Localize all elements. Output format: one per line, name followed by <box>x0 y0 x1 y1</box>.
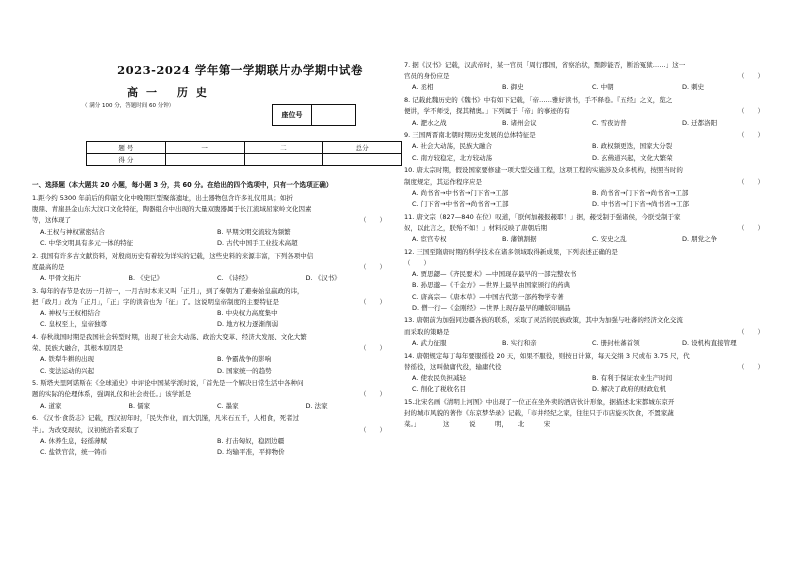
option-item[interactable]: D. 法家 <box>305 401 328 410</box>
options <box>404 188 772 210</box>
question-block <box>404 397 772 431</box>
answer-paren[interactable]: （ ） <box>360 297 386 306</box>
option-item[interactable]: C. 中朝 <box>592 83 614 92</box>
option-item[interactable]: C. 安史之乱 <box>592 235 627 243</box>
question-stem-line: 2. 我国有许多古文献资料，对殷商历史有着较为详实的记载，这些史料的来源丰富，下列各项中信 <box>32 251 314 260</box>
question-stem-line: 等，这体现了 （ ） <box>32 215 394 226</box>
seat-label: 座位号 <box>273 105 312 125</box>
score-cell[interactable] <box>244 154 323 166</box>
answer-paren[interactable]: （ ） <box>360 216 386 225</box>
question-stem-line: 半」。为改变现状，汉初统治者采取了 （ ） <box>32 425 394 436</box>
option-item[interactable]: B. 中央权力高度集中 <box>217 309 278 317</box>
option-item[interactable]: C. 中华文明具有多元一体的特征 <box>40 238 134 247</box>
question-stem-line: 5. 斯塔夫里阿诺斯在《全球通史》中评论中国某学派时说，「首先是一个解决日常生活中各种问 <box>32 379 304 388</box>
question-block <box>404 165 772 210</box>
question-stem-line: 把「政月」改为「正月」，「正」字的读音也为「征」了。这说明皇帝制度的主要特征是 （ ） <box>32 297 394 308</box>
question-stem-line: 封的城市风貌的著作《东京梦华录》记载，「市井经纪之家，往往只于市店旋买饮食，不置家蔬 <box>404 409 674 417</box>
option-item[interactable]: D. 地方权力逐渐削弱 <box>217 320 279 329</box>
option-item[interactable]: A. 铁犁牛耕的出现 <box>40 355 94 364</box>
option-item[interactable]: B. 争霸战争的影响 <box>217 355 272 364</box>
option-item[interactable]: C. 雪夜访普 <box>592 118 627 127</box>
score-table-value-row <box>87 154 402 166</box>
option-item[interactable]: C. 册封杜蕃首领 <box>592 338 640 347</box>
option-item[interactable]: A. 休养生息，轻徭薄赋 <box>40 436 107 445</box>
option-item[interactable]: A. 使农民负担减轻 <box>412 373 466 382</box>
options <box>404 82 772 93</box>
option-item[interactable]: C. 变法运动的兴起 <box>40 366 95 375</box>
question-stem-line: 12. 三国至隋唐时期的科学技术在诸多领域取得新成果，下列表述正确的是 <box>404 247 618 256</box>
option-item[interactable]: D. 迁都洛阳 <box>682 118 718 127</box>
question-block <box>404 130 772 164</box>
question-stem-line: 14. 唐朝规定每丁每年要服徭役 20 天，如果不服役，则按日计算，每天交绢 3 尺或布 3.75 尺，代 <box>404 351 690 360</box>
options <box>32 401 394 412</box>
options <box>32 308 394 330</box>
option-item[interactable]: A.王权与神权紧密结合 <box>40 227 105 236</box>
question-stem-line: 11. 唐文宗（827—840 在位）叹道，「朕何加赧报赧耶！」据，赧受制于强诸侯，今朕受制于家 <box>404 212 681 221</box>
seat-number-field[interactable] <box>312 105 355 125</box>
answer-paren[interactable]: （ ） <box>360 390 386 399</box>
answer-paren[interactable]: （ ） <box>738 223 764 232</box>
answer-paren[interactable]: （ ） <box>360 262 386 271</box>
score-cell: 一 <box>165 142 244 154</box>
question-stem-line: 便讲，学不师受，探其精奥。」下列属于「帝」的事迹的有 （ ） <box>404 106 772 117</box>
option-item[interactable]: D. 均输平准，平抑物价 <box>217 447 285 456</box>
exam-subtitle: 高一 历史 <box>127 86 215 99</box>
option-item[interactable]: D. 刺史 <box>682 83 705 92</box>
option-item[interactable]: D. 解决了政府的财政危机 <box>592 385 667 394</box>
option-item[interactable]: B. 尚书省→门下省→尚书省→工部 <box>592 188 689 197</box>
option-item[interactable]: C. 皇权至上，皇帝独尊 <box>40 320 108 329</box>
seat-number-box <box>272 104 356 126</box>
option-item[interactable]: B. 政权频更迭，国家大分裂 <box>592 142 673 151</box>
question-stem-line: 奴，以此言之，朕殆不如！」材料反映了唐朝后期 （ ） <box>404 223 772 234</box>
question-block <box>32 193 394 249</box>
option-item[interactable]: D. 古代中国手工业技术高超 <box>217 238 298 247</box>
option-item[interactable]: B. 《史记》 <box>128 273 164 282</box>
option-item[interactable]: D. 朋党之争 <box>682 235 718 243</box>
question-stem-line: 13. 唐朝前为加强同边疆各族的联系，采取了灵活的民族政策，其中为加强与吐蕃的经济文化交流 <box>404 316 683 325</box>
options <box>404 373 772 395</box>
question-stem-line: 替徭役，这叫做庸代役，输庸代役 （ ） <box>404 362 772 373</box>
score-table-header-row <box>87 142 402 154</box>
options <box>404 118 772 129</box>
question-stem-line: 荣、民族大融合，其根本原因是 （ ） <box>32 343 394 354</box>
question-stem-line: 9. 三国两晋南北朝时期历史发展的总体特征是 （ ） <box>404 130 772 141</box>
question-stem-line: 15.北宋名画《清明上河图》中出现了一位正在坐外卖的酒店伙计形象，据描述北宋都城东京开 <box>404 397 675 406</box>
option-item[interactable]: A. 社会大动荡，民族大融合 <box>412 142 492 151</box>
options <box>404 269 772 314</box>
option-item[interactable]: D. 设机构直接管理 <box>682 338 737 347</box>
answer-paren[interactable]: （ ） <box>738 327 764 336</box>
option-item[interactable]: A. 武力征服 <box>412 338 447 347</box>
option-item[interactable]: D. 《汉书》 <box>305 273 341 282</box>
question-stem-line: 制度规定，其运作程序应是 （ ） <box>404 177 772 188</box>
options <box>404 141 772 163</box>
answer-paren[interactable]: （ ） <box>360 425 386 434</box>
answer-paren[interactable]: （ ） <box>738 362 764 371</box>
option-item[interactable]: D. 国家统一的趋势 <box>217 366 272 375</box>
answer-paren[interactable]: （ ） <box>738 72 764 81</box>
option-item[interactable]: A. 道家 <box>40 401 62 410</box>
option-item[interactable]: C. 墨家 <box>217 401 239 410</box>
question-block <box>32 413 394 458</box>
option-item[interactable]: A. 丞相 <box>412 83 434 92</box>
question-stem-line: 10. 唐太宗时期，假设国家要修建一项大型交通工程，这项工程的实施涉及众多机构，按照当时的 <box>404 166 683 175</box>
score-cell: 总分 <box>323 142 402 154</box>
exam-title: 2023-2024 学年第一学期联片办学期中试卷 <box>117 63 363 77</box>
options <box>32 354 394 376</box>
option-item[interactable]: B. 早期文明交流较为频繁 <box>217 227 291 236</box>
question-stem-line: 3. 每年的春节是农历一月初一，一月古时本来又叫「正月」，到了秦朝为了避秦始皇嬴政的讳， <box>32 286 304 295</box>
question-stem-line: 腹鼎、青崖县金山东大汶口文化特征，陶器组合中出现的大量双腹器属于长江流域屈家岭文化因素 <box>32 205 312 214</box>
options <box>32 227 394 249</box>
option-item[interactable]: C. 《诗经》 <box>217 273 252 282</box>
options <box>404 234 772 245</box>
option-item[interactable]: C. 削化了税收名目 <box>412 385 467 394</box>
score-cell: 题 号 <box>87 142 166 154</box>
option-item[interactable]: C. 门下省→中书省→尚书省→工部 <box>412 199 509 208</box>
score-info: （ 满分 100 分，答题时间 60 分钟） <box>82 103 175 109</box>
answer-paren[interactable]: （ ） <box>738 177 764 186</box>
option-item[interactable]: B. 御史 <box>502 83 524 92</box>
option-item[interactable]: C. 盐铁官营，统一铸币 <box>40 447 108 456</box>
score-cell[interactable] <box>165 154 244 166</box>
question-stem-line: （ ） <box>404 258 430 267</box>
question-stem-line: 度最高的是 （ ） <box>32 262 394 273</box>
option-item[interactable]: B. 打击匈奴，稳固边疆 <box>217 436 285 445</box>
option-item[interactable]: D. 僧一行—《金刚经》—世界上现存最早的雕版印刷品 <box>412 303 571 312</box>
answer-paren[interactable]: （ ） <box>360 344 386 353</box>
score-cell: 得 分 <box>87 154 166 166</box>
question-block <box>404 351 772 396</box>
score-table <box>86 141 402 166</box>
score-cell: 二 <box>244 142 323 154</box>
question-block <box>404 95 772 129</box>
question-stem-line: 菜。」 这 说 明， 北 宋 <box>404 420 551 429</box>
question-block <box>32 378 394 412</box>
option-item[interactable]: D. 玄佛道兴起，文化大繁荣 <box>592 153 673 162</box>
option-item[interactable]: B. 有利于保证农业生产时间 <box>592 373 673 382</box>
options <box>32 436 394 458</box>
option-item[interactable]: B. 儒家 <box>128 401 151 410</box>
score-cell[interactable] <box>323 154 402 166</box>
option-item[interactable]: D. 中书省→门下省→尚书省→工部 <box>592 199 689 208</box>
option-item[interactable]: B. 孙思邈—《千金方》—世界上最早由国家颁行的药典 <box>412 281 571 290</box>
option-item[interactable]: B. 诸州会议 <box>502 118 537 127</box>
question-block <box>32 251 394 285</box>
question-stem-line: 6. 《汉书·食货志》记载，西汉初年时，「民失作业，而大饥馑，凡米石五千，人相食，死者过 <box>32 414 300 423</box>
option-item[interactable]: A. 神权与王权相结合 <box>40 309 101 317</box>
option-item[interactable]: A. 尚书省→中书省→门下省→工部 <box>412 188 509 197</box>
option-item[interactable]: A. 淝水之战 <box>412 118 447 127</box>
answer-paren[interactable]: （ ） <box>738 131 764 140</box>
question-block <box>404 60 772 94</box>
question-block <box>404 315 772 349</box>
question-block <box>404 212 772 246</box>
option-item[interactable]: C. 唐高宗—《唐本草》—中国古代第一部药物学专著 <box>412 292 564 301</box>
question-stem-line: 1.距今约 5300 年前后的仰韶文化中晚期巨型聚落遗址，出土器物包含许多礼仪用具；如折 <box>32 194 293 202</box>
question-stem-line: 而采取的策略是 （ ） <box>404 327 772 338</box>
option-item[interactable]: A. 宦官专权 <box>412 235 447 243</box>
question-block <box>32 286 394 331</box>
question-stem-line: 题的实际的伦理体系，强调礼仪和社会责任。」该学派是 （ ） <box>32 389 394 400</box>
option-item[interactable]: C. 南方较稳定，北方较动荡 <box>412 153 493 162</box>
option-item[interactable]: A. 贾思勰—《齐民要术》—中国现存最早的一部完整农书 <box>412 270 577 279</box>
question-stem-line: 官员的身份应是 （ ） <box>404 71 772 82</box>
answer-paren[interactable]: （ ） <box>738 107 764 116</box>
section-heading: 一、选择题（本大题共 20 小题，每小题 3 分，共 60 分。在给出的四个选项中，只有一个选项正确） <box>32 181 333 189</box>
options <box>32 273 394 284</box>
option-item[interactable]: B. 藩镇割据 <box>502 235 537 243</box>
question-block <box>404 247 772 314</box>
question-stem-line: 4. 春秋战国时期是我国社会转型时期，出现了社会大动荡、政治大变革、经济大发展、文化大繁 <box>32 332 307 341</box>
question-block <box>32 332 394 377</box>
options <box>404 338 772 349</box>
question-stem-line: 8. 记载此魏历史的《魏书》中有如下记载，「帝……雅好读书，手不释卷。『五经』之义，览之 <box>404 96 673 105</box>
option-item[interactable]: B. 实行和亲 <box>502 338 537 347</box>
option-item[interactable]: A. 甲骨文拓片 <box>40 273 81 282</box>
question-stem-line: 7. 据《汉书》记载，汉武帝时，某一官员「周行郡国，省察治状，黜陟能否，断治冤狱……」这一 <box>404 61 686 69</box>
